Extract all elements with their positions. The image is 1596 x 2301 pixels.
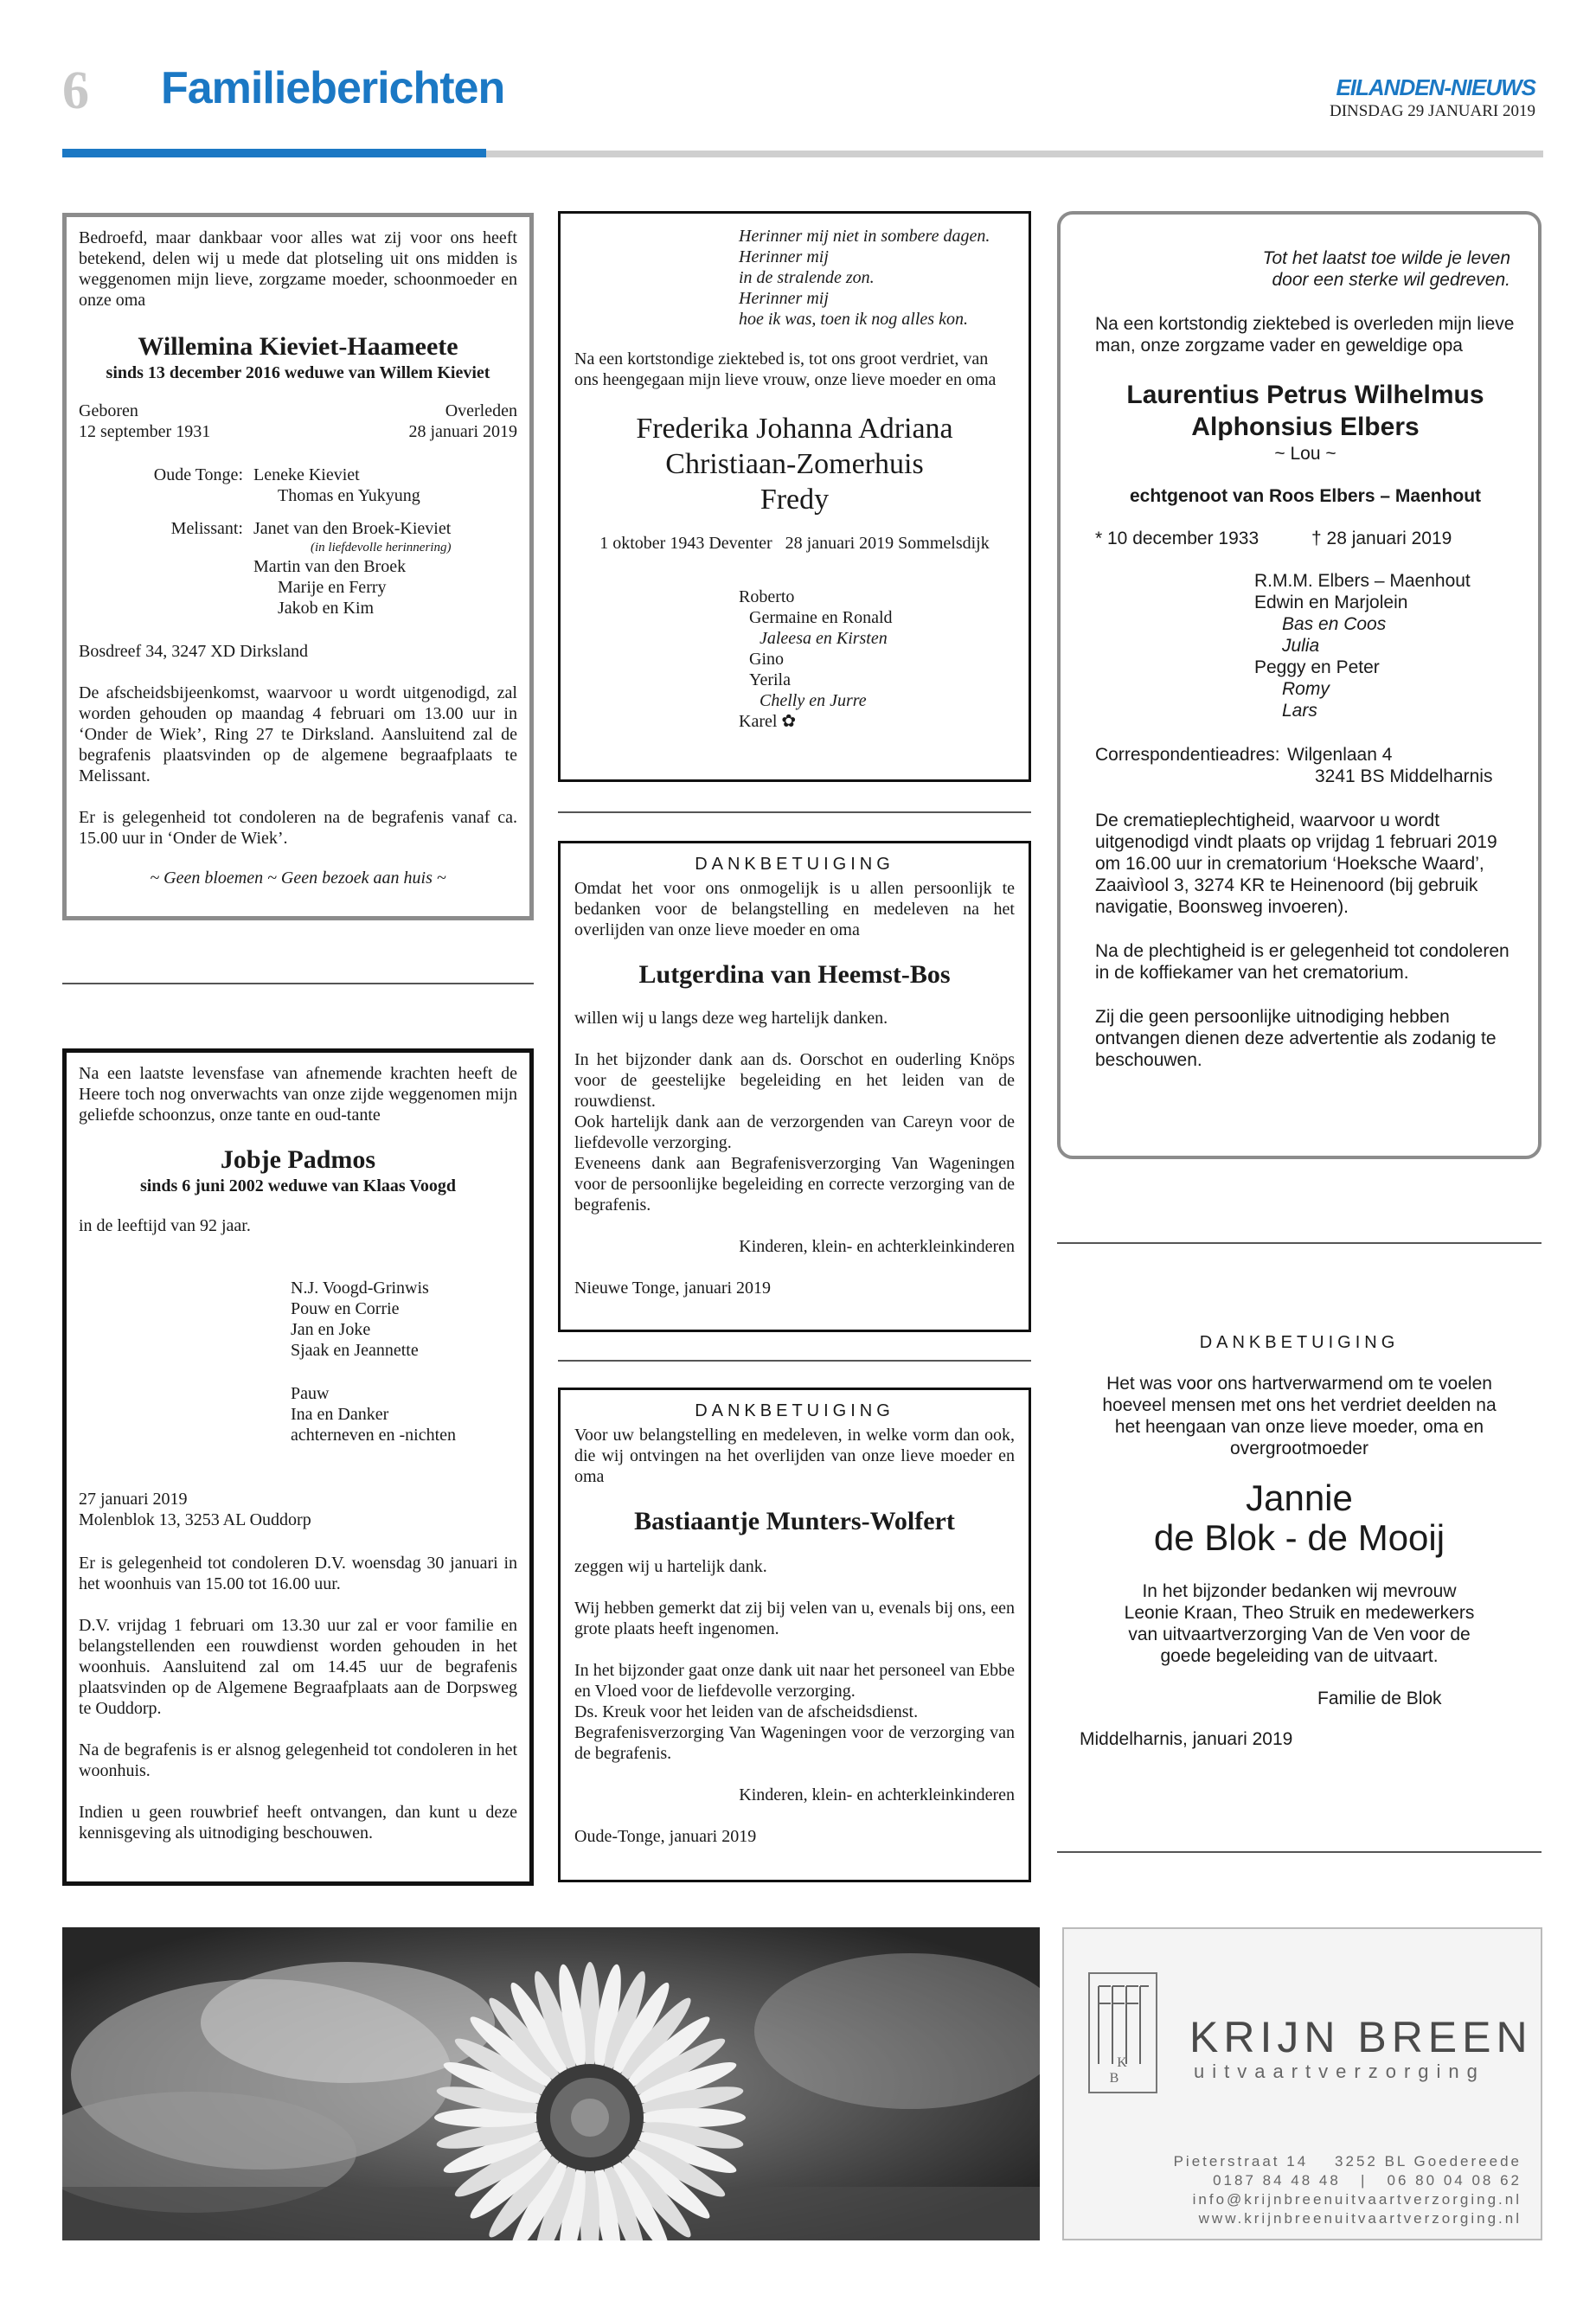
dank-title: DANKBETUIGING: [695, 1401, 894, 1420]
family-name: Thomas en Yukyung: [278, 486, 420, 505]
poem-line: in de stralende zon.: [739, 268, 875, 287]
place-oude-tonge: Oude Tonge:: [153, 465, 243, 484]
dank1-name: Lutgerdina van Heemst-Bos: [638, 960, 951, 989]
family-name: Julia: [1282, 636, 1320, 656]
correspondence-street: Wilgenlaan 4: [1287, 745, 1393, 765]
born-label: Geboren: [79, 401, 138, 420]
family-name: Chelly en Jurre: [760, 691, 867, 710]
dank1-signature: Kinderen, klein- en achterkleinkinderen: [739, 1237, 1015, 1256]
family-name: Jan en Joke: [291, 1320, 371, 1339]
family-name: Karel ✿: [739, 712, 797, 731]
family-name: Roberto: [739, 587, 795, 606]
notice-dank-munters: [558, 1388, 1031, 1882]
padmos-date: 27 januari 2019: [79, 1490, 188, 1509]
kieviet-subtitle: sinds 13 december 2016 weduwe van Willem Kieviet: [106, 363, 490, 382]
dank1-intro: Omdat het voor ons onmogelijk is u allen persoonlijk te bedanken voor de belangstelling en medeleven na het overlijden van onze lieve moeder en oma: [574, 879, 1015, 939]
born-date: * 10 december 1933: [1095, 529, 1259, 548]
notice-dank-heemst: [558, 841, 1031, 1332]
column-divider: [558, 1360, 1031, 1362]
born-date: 12 september 1931: [79, 422, 211, 441]
family-name: Peggy en Peter: [1254, 657, 1380, 677]
died-label: Overleden: [445, 401, 517, 420]
column-divider: [1057, 1242, 1542, 1244]
family-name: Romy: [1282, 679, 1330, 699]
notice-kieviet: [62, 213, 534, 920]
padmos-subtitle: sinds 6 juni 2002 weduwe van Klaas Voogd: [139, 1176, 457, 1195]
dank2-para: Wij hebben gemerkt dat zij bij velen van u, evenals bij ons, een grote plaats heeft ingenomen.: [574, 1599, 1015, 1638]
header-divider: [486, 151, 1543, 157]
family-name: Jaleesa en Kirsten: [760, 629, 888, 648]
family-name: Janet van den Broek-Kieviet: [253, 519, 452, 538]
family-name: N.J. Voogd-Grinwis: [291, 1279, 429, 1298]
elbers-condolence: Na de plechtigheid is er gelegenheid tot condoleren in de koffiekamer van het crematorium.: [1095, 941, 1509, 983]
family-name: Jakob en Kim: [278, 599, 375, 618]
page-number: 6: [62, 61, 89, 120]
zomerhuis-name: Frederika Johanna Adriana: [636, 413, 953, 445]
notice-padmos: [62, 1048, 534, 1886]
section-title: Familieberichten: [161, 63, 505, 113]
family-name: Martin van den Broek: [253, 557, 407, 576]
family-name: Bas en Coos: [1282, 614, 1387, 634]
family-name: Germaine en Ronald: [749, 608, 893, 627]
krijn-breen-address: Pieterstraat 14 3252 BL Goedereede: [1173, 2153, 1522, 2170]
padmos-intro: Na een laatste levensfase van afnemende krachten heeft de Heere toch nog onverwachts van onze zijde weggenomen mijn geliefde schoonzus, onze tante en oud-tante: [79, 1064, 517, 1125]
kieviet-farewell: De afscheidsbijeenkomst, waarvoor u wordt uitgenodigd, zal worden gehouden op maandag 4 februari om 13.00 uur in ‘Onder de Wiek’, Ring 27 te Dirksland. Aansluitend zal de begrafenis plaatsvinden op de algemene begraafplaats te Melissant.: [79, 683, 517, 785]
dank1-para: In het bijzonder dank aan ds. Oorschot en ouderling Knöps voor de geestelijke begeleiding en het leiden van de rouwdienst.: [574, 1050, 1015, 1111]
zomerhuis-intro: Na een kortstondige ziektebed is, tot ons groot verdriet, van ons heengegaan mijn lieve vrouw, onze lieve moeder en oma: [574, 349, 997, 389]
column-divider: [62, 983, 534, 984]
krijn-breen-logo: [1088, 1972, 1157, 2093]
newspaper-brand: EILANDEN-NIEUWS: [1336, 74, 1535, 100]
elbers-cremation: De crematieplechtigheid, waarvoor u wordt uitgenodigd vindt plaats op vrijdag 1 februari 2019 om 16.00 uur in crematorium ‘Hoeksche Waard’, Zaaivìool 3, 3274 KR te Heinenoord (bij gebruik navigatie, Boonsweg invoeren).: [1095, 811, 1497, 917]
dank-title: DANKBETUIGING: [695, 855, 894, 874]
issue-date: DINSDAG 29 JANUARI 2019: [1329, 102, 1535, 120]
family-name: Pauw: [291, 1384, 330, 1403]
died-date: 28 januari 2019: [408, 422, 517, 441]
elbers-name: Laurentius Petrus Wilhelmus: [1126, 381, 1484, 409]
padmos-name: Jobje Padmos: [220, 1145, 376, 1174]
dank2-intro: Voor uw belangstelling en medeleven, in welke vorm dan ook, die wij ontvingen na het overlijden van onze lieve moeder en oma: [574, 1426, 1015, 1486]
memorial-note: (in liefdevolle herinnering): [311, 541, 452, 554]
daisy-photo: [62, 1927, 1040, 2240]
family-name: Lars: [1282, 701, 1317, 721]
correspondence-city: 3241 BS Middelharnis: [1315, 766, 1493, 786]
elbers-spouse: echtgenoot van Roos Elbers – Maenhout: [1129, 486, 1482, 506]
elbers-nickname: ~ Lou ~: [1274, 444, 1336, 464]
family-list: [1095, 570, 1516, 721]
elbers-invitation: Zij die geen persoonlijke uitnodiging hebben ontvangen dienen deze advertentie als zodanig te beschouwen.: [1095, 1007, 1497, 1070]
dank2-name: Bastiaantje Munters-Wolfert: [634, 1507, 955, 1535]
krijn-breen-email[interactable]: info@krijnbreenuitvaartverzorging.nl: [1192, 2191, 1522, 2208]
kieviet-name: Willemina Kieviet-Haameete: [138, 332, 458, 361]
deblok-name: de Blok - de Mooij: [1153, 1517, 1445, 1558]
family-name: R.M.M. Elbers – Maenhout: [1254, 571, 1471, 591]
zomerhuis-name: Christiaan-Zomerhuis: [665, 448, 924, 480]
padmos-age: in de leeftijd van 92 jaar.: [79, 1216, 251, 1235]
correspondence-label: Correspondentieadres:: [1095, 745, 1280, 765]
dank2-para: Ds. Kreuk voor het leiden van de afscheidsdienst.: [574, 1702, 919, 1721]
zomerhuis-dates: 1 oktober 1943 Deventer 28 januari 2019 Sommelsdijk: [599, 534, 990, 553]
notice-elbers: [1057, 211, 1542, 1159]
dank1-thanks: willen wij u langs deze weg hartelijk danken.: [574, 1009, 888, 1028]
poem-line: Herinner mij niet in sombere dagen.: [739, 227, 990, 246]
logo-letters: K B: [1109, 2055, 1144, 2086]
deblok-signature: Familie de Blok: [1317, 1689, 1442, 1708]
dank2-para: In het bijzonder gaat onze dank uit naar het personeel van Ebbe en Vloed voor de liefdevolle verzorging.: [574, 1661, 1015, 1701]
header-accent-bar: [62, 149, 486, 157]
poem-line: Herinner mij: [739, 247, 829, 266]
dank2-thanks: zeggen wij u hartelijk dank.: [574, 1557, 767, 1576]
deblok-intro: Het was voor ons hartverwarmend om te voelen hoeveel mensen met ons het verdriet deelden na het heengaan van onze lieve moeder, oma en overgrootmoeder: [1102, 1374, 1497, 1458]
krijn-breen-name: KRIJN BREEN: [1189, 2013, 1533, 2061]
poem-line: Tot het laatst toe wilde je leven: [1262, 248, 1510, 268]
padmos-condolence: Er is gelegenheid tot condoleren D.V. woensdag 30 januari in het woonhuis van 15.00 tot 16.00 uur.: [79, 1554, 517, 1593]
deblok-place: Middelharnis, januari 2019: [1080, 1729, 1293, 1749]
zomerhuis-nickname: Fredy: [760, 484, 830, 516]
died-date: † 28 januari 2019: [1311, 529, 1452, 548]
dank-title: DANKBETUIGING: [1199, 1333, 1400, 1352]
family-name: Leneke Kieviet: [253, 465, 360, 484]
deblok-thanks: In het bijzonder bedanken wij mevrouw Leonie Kraan, Theo Struik en medewerkers van uitvaartverzorging Van de Ven voor de goede begeleiding van de uitvaart.: [1124, 1581, 1475, 1666]
dank2-para: Begrafenisverzorging Van Wageningen voor de verzorging van de begrafenis.: [574, 1723, 1015, 1763]
padmos-address: Molenblok 13, 3253 AL Ouddorp: [79, 1510, 311, 1529]
kieviet-closing: ~ Geen bloemen ~ Geen bezoek aan huis ~: [150, 868, 446, 888]
poem-line: Herinner mij: [739, 289, 829, 308]
family-name: Pouw en Corrie: [291, 1299, 400, 1318]
family-list: [574, 586, 1015, 732]
dank2-place: Oude-Tonge, januari 2019: [574, 1827, 757, 1846]
family-name: achterneven en -nichten: [291, 1426, 457, 1445]
dank1-para: Eveneens dank aan Begrafenisverzorging Van Wageningen voor de persoonlijke begeleiding en correcte verzorging van de begrafenis.: [574, 1154, 1015, 1215]
dank2-signature: Kinderen, klein- en achterkleinkinderen: [739, 1785, 1015, 1804]
ad-krijn-breen: [1062, 1927, 1542, 2240]
dank1-place: Nieuwe Tonge, januari 2019: [574, 1279, 772, 1298]
family-name: Marije en Ferry: [278, 578, 387, 597]
family-name: Ina en Danker: [291, 1405, 389, 1424]
poem-line: hoe ik was, toen ik nog alles kon.: [739, 310, 968, 329]
padmos-invitation: Indien u geen rouwbrief heeft ontvangen, dan kunt u deze kennisgeving als uitnodiging beschouwen.: [79, 1803, 517, 1843]
padmos-service: D.V. vrijdag 1 februari om 13.30 uur zal er voor familie en belangstellenden een rouwdienst worden gehouden in het woonhuis. Aansluitend zal om 14.45 uur de begrafenis plaatsvinden op de Algemene Begraafplaats aan de Dorpsweg te Ouddorp.: [79, 1616, 517, 1718]
family-name: Edwin en Marjolein: [1254, 593, 1408, 612]
family-name: Gino: [749, 650, 784, 669]
place-melissant: Melissant:: [170, 519, 243, 538]
krijn-breen-phone: 0187 84 48 48 | 06 80 04 08 62: [1213, 2172, 1522, 2189]
dank1-para: Ook hartelijk dank aan de verzorgenden van Careyn voor de liefdevolle verzorging.: [574, 1112, 1015, 1152]
column-divider: [1057, 1851, 1542, 1853]
family-name: Yerila: [749, 670, 791, 689]
krijn-breen-website[interactable]: www.krijnbreenuitvaartverzorging.nl: [1198, 2210, 1522, 2227]
column-divider: [558, 811, 1031, 813]
kieviet-intro: Bedroefd, maar dankbaar voor alles wat zij voor ons heeft betekend, delen wij u mede dat plotseling uit ons midden is weggenomen mijn lieve, zorgzame moeder, schoonmoeder en onze oma: [79, 228, 517, 310]
elbers-name: Alphonsius Elbers: [1191, 413, 1420, 441]
elbers-intro: Na een kortstondig ziektebed is overleden mijn lieve man, onze zorgzame vader en geweldige opa: [1095, 314, 1515, 356]
krijn-breen-tagline: uitvaartverzorging: [1194, 2061, 1485, 2082]
deblok-name: Jannie: [1246, 1477, 1353, 1518]
notice-dank-deblok: [1057, 1320, 1542, 1780]
poem-line: door een sterke wil gedreven.: [1272, 270, 1510, 290]
family-name: Sjaak en Jeannette: [291, 1341, 419, 1360]
padmos-after: Na de begrafenis is er alsnog gelegenheid tot condoleren in het woonhuis.: [79, 1740, 517, 1780]
kieviet-address: Bosdreef 34, 3247 XD Dirksland: [79, 642, 308, 661]
kieviet-condolence: Er is gelegenheid tot condoleren na de begrafenis vanaf ca. 15.00 uur in ‘Onder de Wiek’.: [79, 808, 517, 848]
notice-zomerhuis: [558, 211, 1031, 782]
